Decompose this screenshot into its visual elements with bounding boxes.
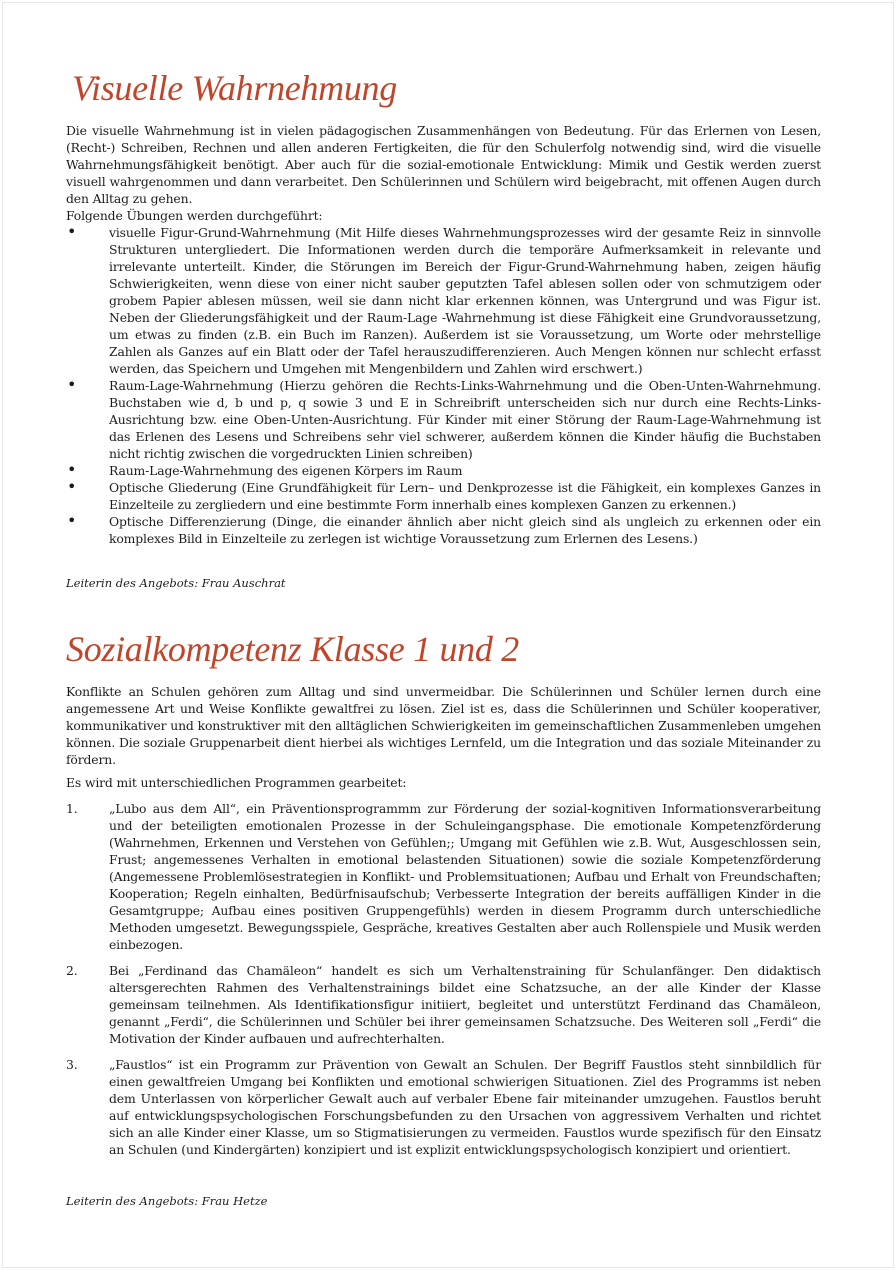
exercise-list-lead: Folgende Übungen werden durchgeführt: <box>66 208 323 223</box>
list-item <box>66 800 821 953</box>
section-intro: Die visuelle Wahrnehmung ist in vielen pädagogischen Zusammenhängen von Bedeutung. Für das Erlernen von Lesen, (Recht-) Schreiben, Rechnen und allen anderen Fertigkeiten, die für den Schulerfolg notwendig sind, wird die visuelle Wahrnehmungsfähigkeit benötigt. Aber auch für die sozial-emotionale Entwicklung: Mimik und Gestik werden zuerst visuell wahrgenommen und dann verarbeitet. Den Schülerinnen und Schülern wird beigebracht, mit offenen Augen durch den Alltag zu gehen. <box>66 123 821 206</box>
list-item: • Optische Differenzierung (Dinge, die einander ähnlich aber nicht gleich sind als ungleich zu erkennen oder ein komplexes Bild in Einzelteile zu zerlegen ist wichtige Voraussetzung zum Erlernen des Lesens.) <box>66 513 821 547</box>
list-item: • Raum-Lage-Wahrnehmung (Hierzu gehören die Rechts-Links-Wahrnehmung und die Oben-Unten-Wahrnehmung. Buchstaben wie d, b und p, q sowie 3 und E in Schreibrift unterscheiden sich nur durch eine Rechts-Links-Ausrichtung bzw. eine Oben-Unten-Ausrichtung. Für Kinder mit einer Störung der Raum-Lage-Wahrnehmung ist das Erlenen des Lesens und Schreibens sehr viel schwerer, außerdem können die Kinder häufig die Buchstaben nicht richtig zwischen die vorgedruckten Linien schreiben) <box>66 377 821 462</box>
list-number: 1. <box>66 801 78 816</box>
section-title-visuelle-wahrnehmung: Visuelle Wahrnehmung <box>72 68 397 108</box>
signature-hetze: Leiterin des Angebots: Frau Hetze <box>66 1194 268 1208</box>
section-intro: Konflikte an Schulen gehören zum Alltag und sind unvermeidbar. Die Schülerinnen und Schüler lernen durch eine angemessene Art und Weise Konflikte gewaltfrei zu lösen. Ziel ist es, dass die Schülerinnen und Schüler kooperativer, kommunikativer und konstruktiver mit den alltäglichen Schwierigkeiten im gemeinschaftlichen Zusammenleben umgehen können. Die soziale Gruppenarbeit dient hierbei als wichtiges Lernfeld, um die Integration und das soziale Miteinander zu fördern. <box>66 684 821 767</box>
program-list <box>66 800 821 1158</box>
signature-auschrat: Leiterin des Angebots: Frau Auschrat <box>66 576 286 590</box>
list-item: • Optische Gliederung (Eine Grundfähigkeit für Lern– und Denkprozesse ist die Fähigkeit, ein komplexes Ganzes in Einzelteile zu zergliedern und eine bestimmte Form innerhalb eines komplexen Ganzen zu erkennen.) <box>66 479 821 513</box>
list-text: „Lubo aus dem All“, ein Präventionsprogrammm zur Förderung der sozial-kognitiven Informationsverarbeitung und der beteiligten emotionalen Prozesse in der Schuleingangsphase. Die emotionale Kompetenzförderung (Wahrnehmen, Erkennen und Verstehen von Gefühlen;; Umgang mit Gefühlen wie z.B. Wut, Ausgeschlossen sein, Frust; angemessenes Verhalten in emotional belastenden Situationen) sowie die soziale Kompetenzförderung (Angemessene Problemlösestrategien in Konflikt- und Problemsituationen; Aufbau und Erhalt von Freundschaften; Kooperation; Regeln einhalten, Bedürfnisaufschub; Verbesserte Integration der bereits auffälligen Kinder in die Gesamtgruppe; Aufbau eines positiven Gruppengefühls) werden in diesem Programm durch unterschiedliche Methoden umgesetzt. Bewegungsspiele, Gespräche, kreatives Gestalten aber auch Rollenspiele und Musik werden einbezogen. <box>109 801 821 952</box>
list-text: „Faustlos“ ist ein Programm zur Prävention von Gewalt an Schulen. Der Begriff Faustlos steht sinnbildlich für einen gewaltfreien Umgang bei Konflikten und emotional schwierigen Situationen. Ziel des Programms ist neben dem Unterlassen von körperlicher Gewalt auch auf verbaler Ebene fair miteinander umzugehen. Faustlos beruht auf entwicklungspsychologischen Forschungsbefunden zu den Ursachen von aggressivem Verhalten und richtet sich an alle Kinder einer Klasse, um so Stigmatisierungen zu vermeiden. Faustlos wurde spezifisch für den Einsatz an Schulen (und Kindergärten) konzipiert und ist explizit entwicklungspsychologisch konzipiert und orientiert. <box>109 1057 821 1157</box>
exercise-list <box>66 224 821 547</box>
section-title-sozialkompetenz: Sozialkompetenz Klasse 1 und 2 <box>66 629 519 669</box>
list-item <box>66 962 821 1047</box>
document-content <box>66 62 821 1209</box>
program-list-lead: Es wird mit unterschiedlichen Programmen gearbeitet: <box>66 775 407 790</box>
list-item: • visuelle Figur-Grund-Wahrnehmung (Mit Hilfe dieses Wahrnehmungsprozesses wird der gesamte Reiz in sinnvolle Strukturen untergliedert. Die Informationen werden durch die temporäre Aufmerksamkeit in relevante und irrelevante unterteilt. Kinder, die Störungen im Bereich der Figur-Grund-Wahrnehmung haben, zeigen häufig Schwierigkeiten, wenn diese von einer nicht sauber geputzten Tafel ablesen sollen oder von schmutzigem oder grobem Papier ablesen müssen, weil sie dann nicht klar erkennen können, was Untergrund und was Figur ist. Neben der Gliederungsfähigkeit und der Raum-Lage -Wahrnehmung ist diese Fähigkeit eine Grundvoraussetzung, um etwas zu finden (z.B. ein Buch im Ranzen). Außerdem ist sie Voraussetzung, um Worte oder mehrstellige Zahlen als Ganzes auf ein Blatt oder der Tafel herauszudifferenzieren. Auch Mengen können nur schlecht erfasst werden, das Speichern und Umgehen mit Mengenbildern und Zahlen wird erschwert.) <box>66 224 821 377</box>
list-item <box>66 1056 821 1158</box>
list-number: 3. <box>66 1057 78 1072</box>
list-item: • Raum-Lage-Wahrnehmung des eigenen Körpers im Raum <box>66 462 821 479</box>
list-text: Bei „Ferdinand das Chamäleon“ handelt es sich um Verhaltenstraining für Schulanfänger. Den didaktisch altersgerechten Rahmen des Verhaltenstrainings bildet eine Schatzsuche, an der alle Kinder der Klasse gemeinsam teilnehmen. Als Identifikationsfigur initiiert, begleitet und unterstützt Ferdinand das Chamäleon, genannt „Ferdi“, die Schülerinnen und Schüler bei ihrer gemeinsamen Schatzsuche. Des Weiteren soll „Ferdi“ die Motivation der Kinder aufbauen und aufrechterhalten. <box>109 963 821 1046</box>
list-number: 2. <box>66 963 78 978</box>
